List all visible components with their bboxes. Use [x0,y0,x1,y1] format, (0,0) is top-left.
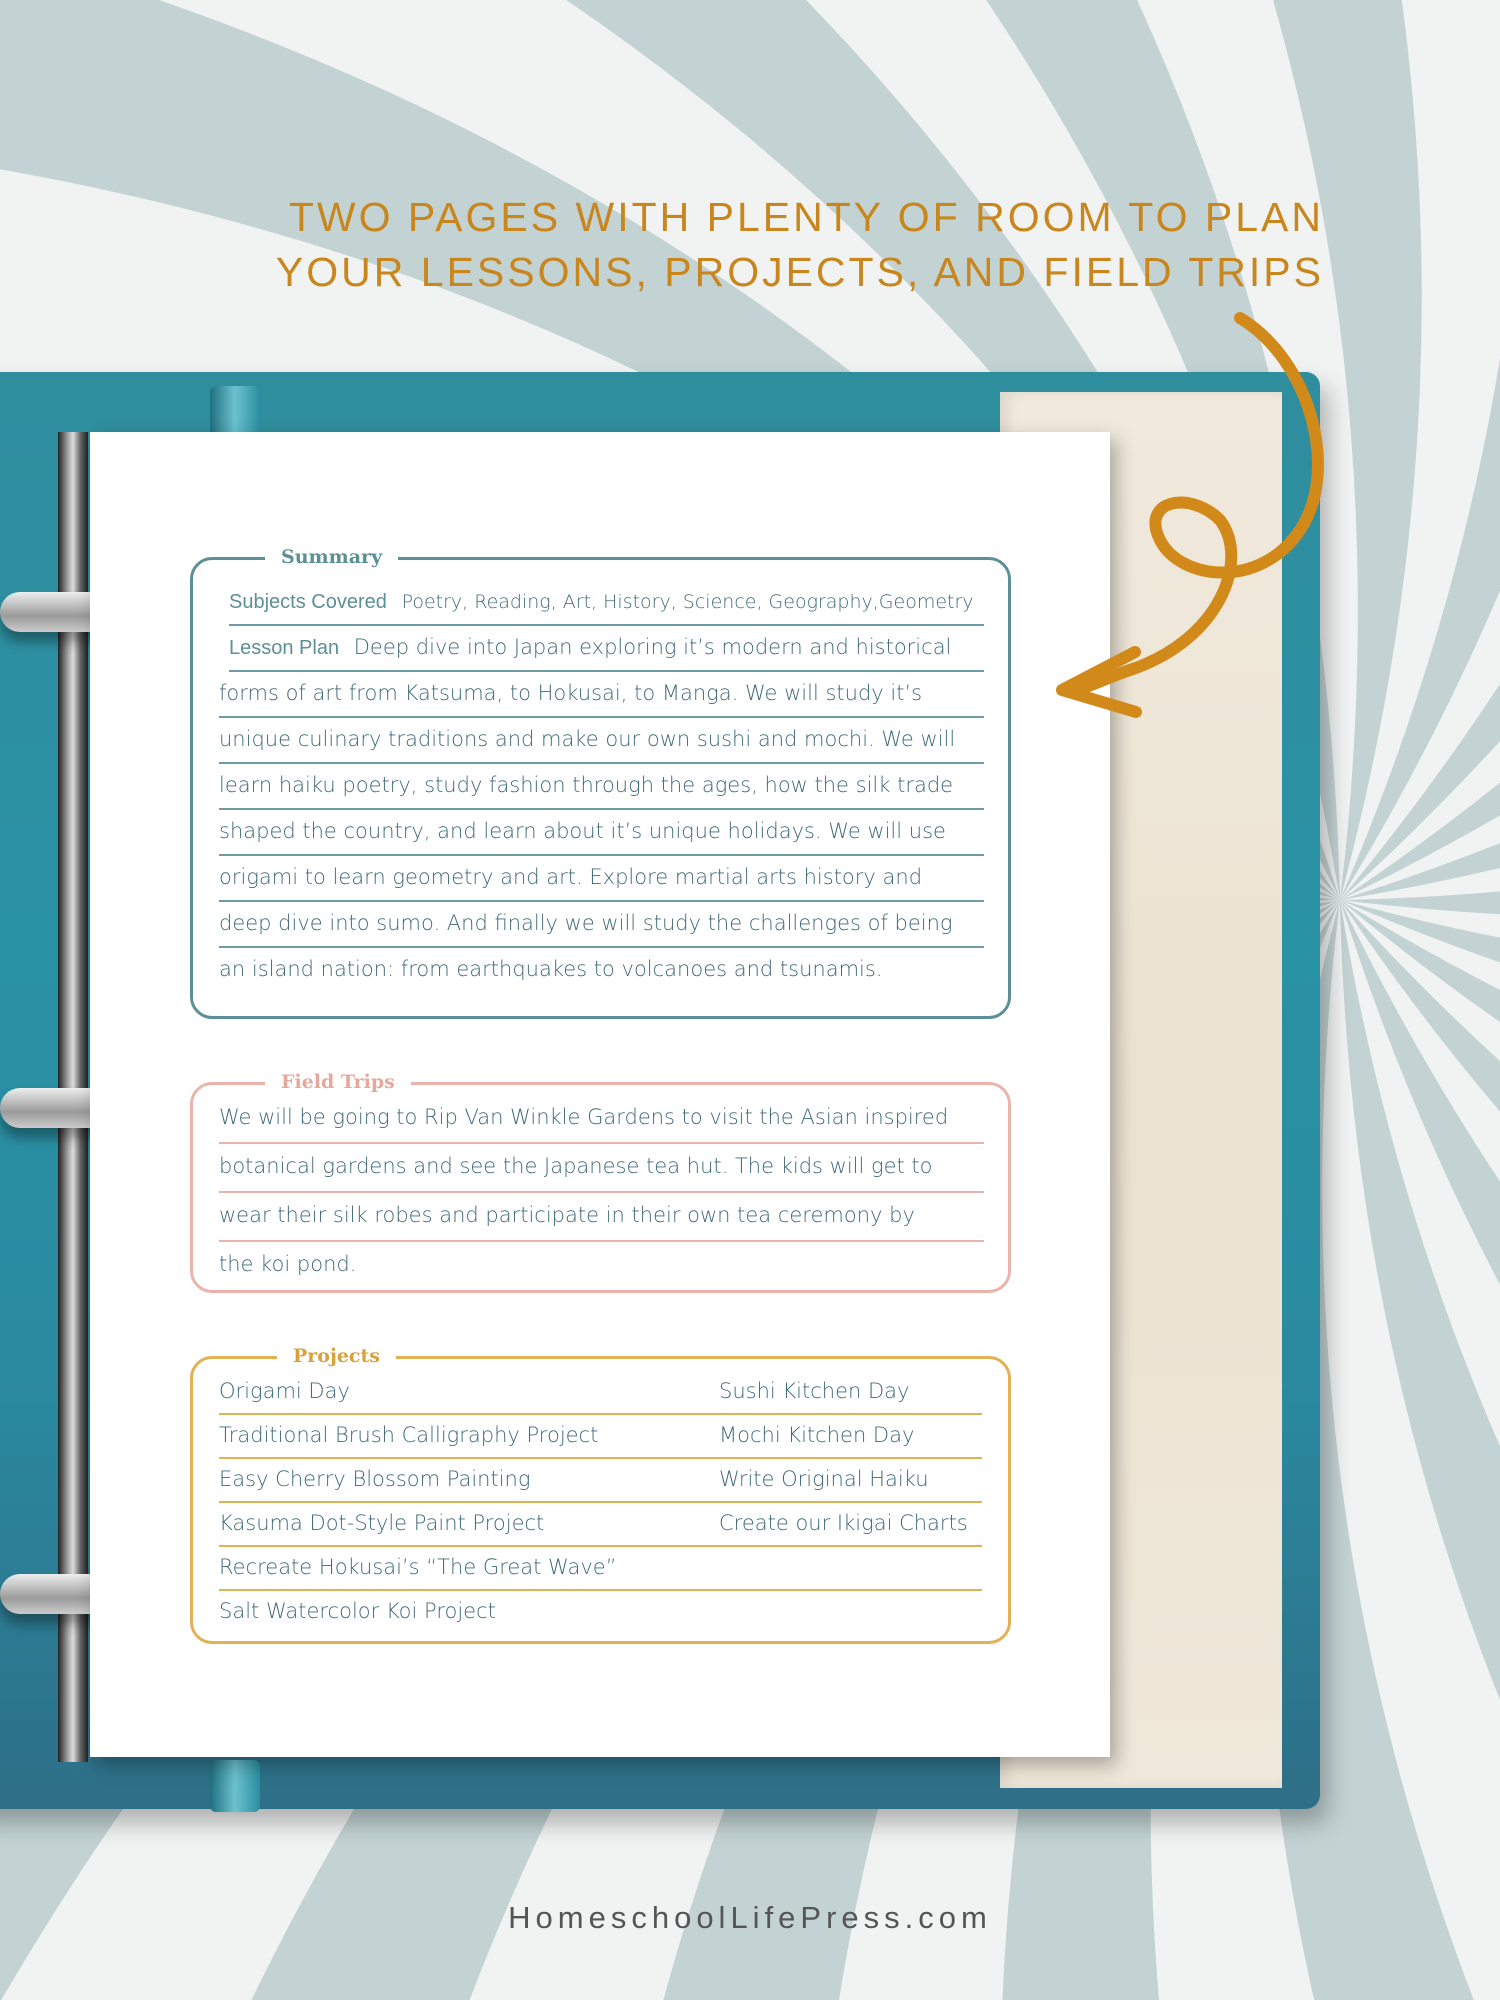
field-trips-title: Field Trips [265,1067,411,1097]
lesson-line-1: forms of art from Katsuma, to Hokusai, to Manga. We will study it’s [219,670,984,718]
lesson-line-5: origami to learn geometry and art. Explore martial arts history and [219,854,984,902]
field-trip-line-2: wear their silk robes and participate in their own tea ceremony by [219,1191,984,1242]
lesson-line-6: deep dive into sumo. And finally we will study the challenges of being [219,900,984,948]
project-right-0: Sushi Kitchen Day [719,1369,982,1415]
lesson-line-2: unique culinary traditions and make our own sushi and mochi. We will [219,716,984,764]
project-right-2: Write Original Haiku [719,1457,982,1503]
field-trips-section [190,1071,1011,1293]
field-trip-line-0: We will be going to Rip Van Winkle Gardens to visit the Asian inspired [219,1093,984,1144]
subjects-row [229,578,984,626]
lesson-line-7: an island nation: from earthquakes to volcanoes and tsunamis. [219,957,883,981]
project-left-3: Kasuma Dot-Style Paint Project [219,1501,719,1547]
lesson-line-4: shaped the country, and learn about it’s unique holidays. We will use [219,808,984,856]
projects-title: Projects [277,1341,396,1371]
headline [124,190,1324,300]
project-left-5: Salt Watercolor Koi Project [219,1599,496,1623]
field-trip-line-1: botanical gardens and see the Japanese tea hut. The kids will get to [219,1142,984,1193]
project-left-0: Origami Day [219,1369,719,1415]
summary-title: Summary [265,542,398,572]
summary-section [190,546,1011,1019]
project-left-1: Traditional Brush Calligraphy Project [219,1413,719,1459]
lesson-line-3: learn haiku poetry, study fashion through the ages, how the silk trade [219,762,984,810]
lesson-row-0 [229,624,984,672]
field-trip-line-3: the koi pond. [219,1252,357,1276]
projects-section [190,1345,1011,1644]
project-left-4: Recreate Hokusai’s “The Great Wave” [219,1545,982,1591]
lesson-line-0: Deep dive into Japan exploring it’s modern and historical [353,635,952,659]
binder-hinge-top [210,386,260,438]
footer-website: HomeschoolLifePress.com [508,1900,992,1935]
lesson-label: Lesson Plan [229,637,340,659]
project-right-3: Create our Ikigai Charts [719,1501,982,1547]
headline-line-2: YOUR LESSONS, PROJECTS, AND FIELD TRIPS [275,249,1324,295]
headline-line-1: TWO PAGES WITH PLENTY OF ROOM TO PLAN [288,194,1324,240]
binder-hinge-bottom [210,1760,260,1812]
subjects-label: Subjects Covered [229,591,387,613]
subjects-value: Poetry, Reading, Art, History, Science, Geography,Geometry [401,591,974,613]
project-left-2: Easy Cherry Blossom Painting [219,1457,719,1503]
planner-page [90,432,1110,1757]
project-right-1: Mochi Kitchen Day [719,1413,982,1459]
